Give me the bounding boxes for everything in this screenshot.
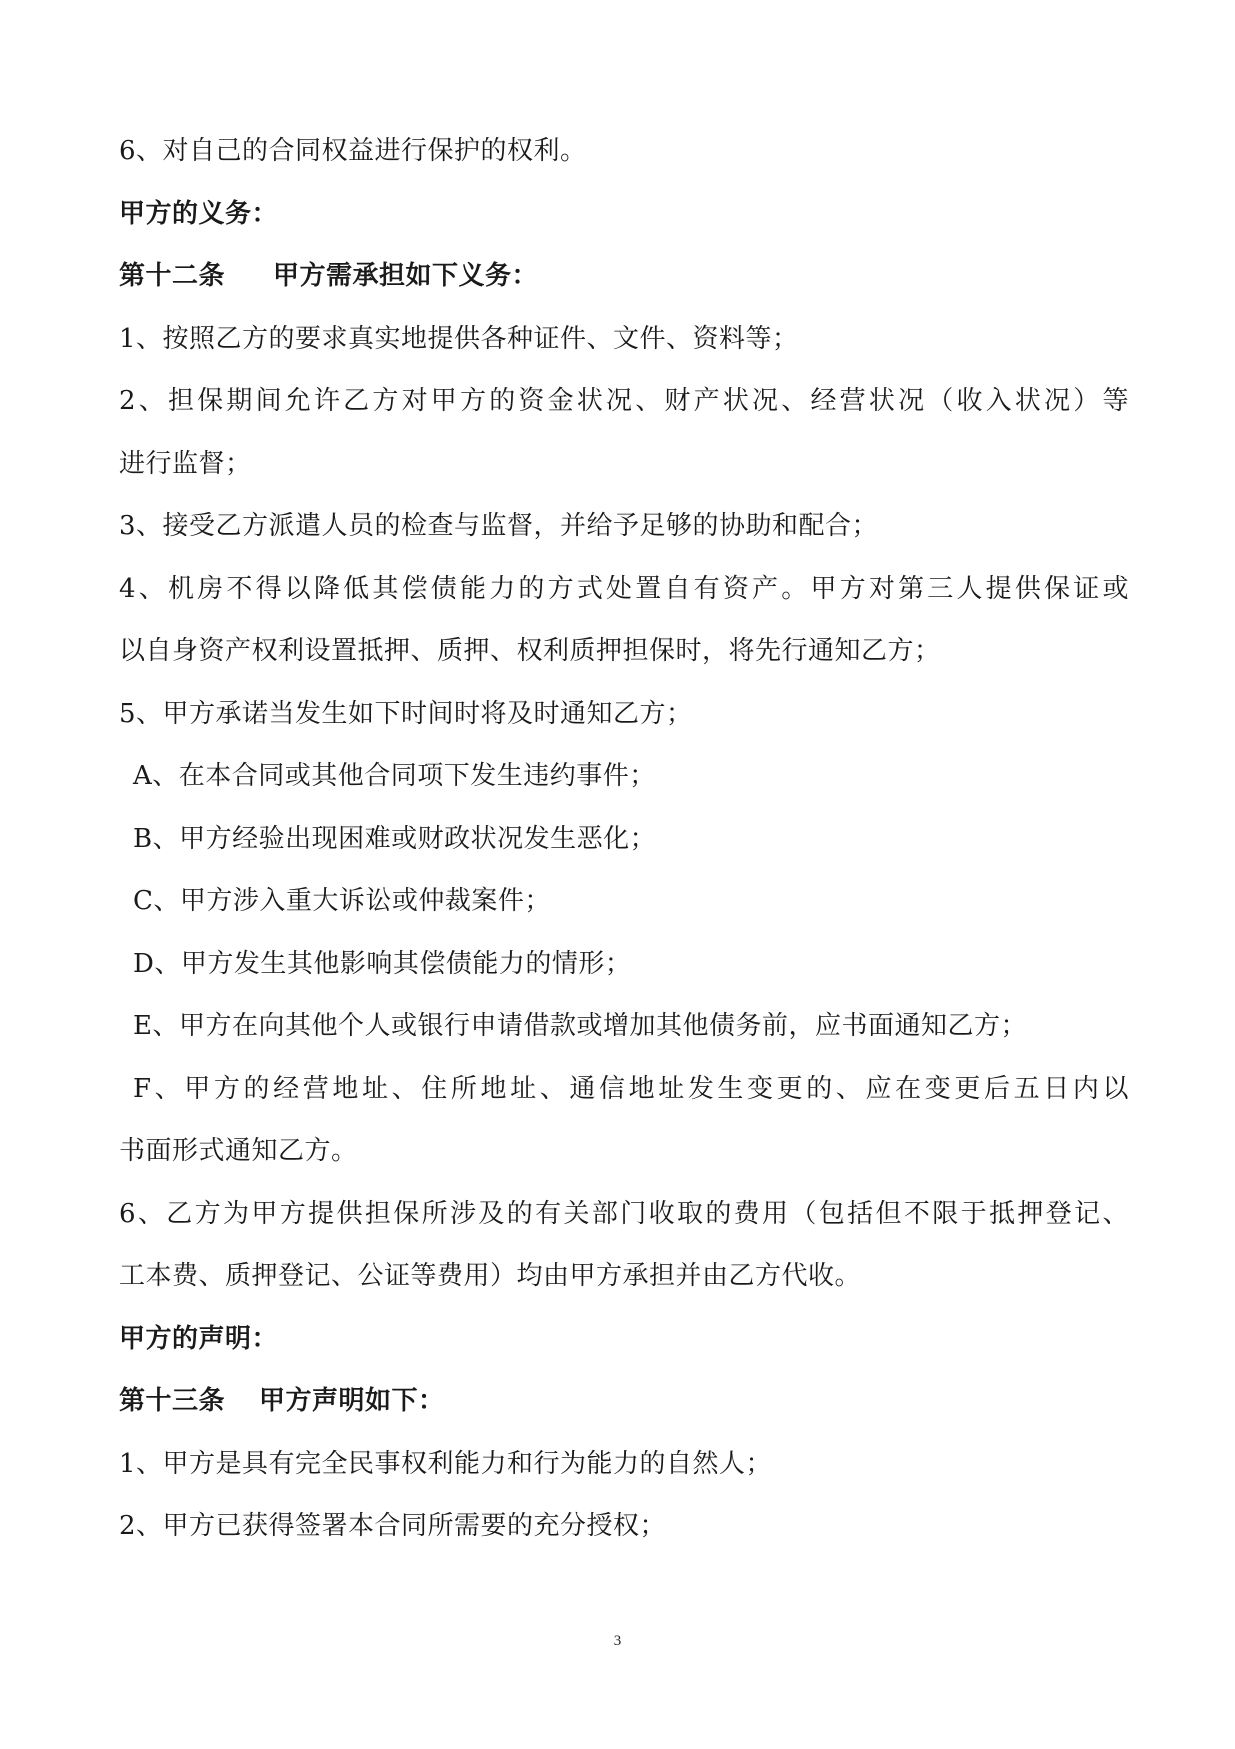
paragraph-line: 3、接受乙方派遣人员的检查与监督，并给予足够的协助和配合； (119, 511, 879, 541)
list-item: F、甲方的经营地址、住所地址、通信地址发生变更的、应在变更后五日内以 (133, 1073, 1129, 1104)
paragraph-line: 5、甲方承诺当发生如下时间时将及时通知乙方； (119, 698, 693, 729)
page-number: 3 (613, 1633, 622, 1649)
paragraph-line: 2、甲方已获得签署本合同所需要的充分授权； (119, 1511, 667, 1541)
list-item: D、甲方发生其他影响其偿债能力的情形； (133, 948, 632, 979)
paragraph-line: 1、甲方是具有完全民事权利能力和行为能力的自然人； (119, 1448, 773, 1479)
section-heading: 甲方的义务： (119, 198, 279, 229)
section-heading: 甲方的声明： (119, 1323, 279, 1354)
list-item: E、甲方在向其他个人或银行申请借款或增加其他债务前，应书面通知乙方； (133, 1011, 1027, 1041)
list-item: A、在本合同或其他合同项下发生违约事件； (133, 761, 656, 791)
article-heading (119, 245, 1129, 308)
paragraph-line: 4、机房不得以降低其偿债能力的方式处置自有资产。甲方对第三人提供保证或 (119, 573, 1129, 604)
article-title: 甲方需承担如下义务： (273, 261, 539, 291)
article-heading (119, 1370, 1129, 1433)
article-number: 第十三条 (119, 1386, 226, 1416)
document-body (119, 120, 1129, 1558)
article-number: 第十二条 (119, 261, 226, 291)
article-title: 甲方声明如下： (259, 1386, 445, 1416)
list-item: C、甲方涉入重大诉讼或仲裁案件； (133, 886, 551, 916)
paragraph-line: 以自身资产权利设置抵押、质押、权利质押担保时，将先行通知乙方； (119, 636, 941, 666)
paragraph-line: 进行监督； (119, 448, 252, 479)
paragraph-line: 1、按照乙方的要求真实地提供各种证件、文件、资料等； (119, 323, 799, 354)
paragraph-line: 6、对自己的合同权益进行保护的权利。 (119, 136, 587, 166)
list-item: B、甲方经验出现困难或财政状况发生恶化； (133, 823, 657, 854)
paragraph-line: 工本费、质押登记、公证等费用）均由甲方承担并由乙方代收。 (119, 1261, 862, 1291)
paragraph-line: 6、乙方为甲方提供担保所涉及的有关部门收取的费用（包括但不限于抵押登记、 (119, 1198, 1129, 1229)
paragraph-line: 2、担保期间允许乙方对甲方的资金状况、财产状况、经营状况（收入状况）等 (119, 386, 1129, 416)
paragraph-line: 书面形式通知乙方。 (119, 1136, 358, 1166)
